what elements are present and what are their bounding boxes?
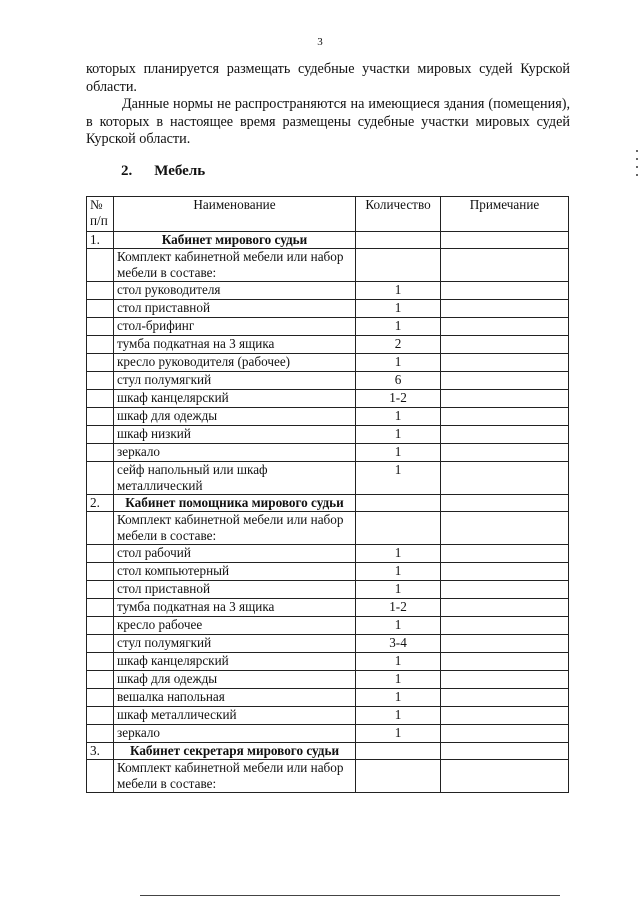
row-note <box>441 689 569 707</box>
row-note <box>441 760 569 793</box>
row-name: кресло руководителя (рабочее) <box>114 354 356 372</box>
cabinet-row <box>87 232 569 249</box>
row-note <box>441 390 569 408</box>
row-name: кресло рабочее <box>114 617 356 635</box>
table-row <box>87 617 569 635</box>
row-qty: 1 <box>356 444 441 462</box>
row-num <box>87 545 114 563</box>
row-note <box>441 495 569 512</box>
row-qty <box>356 495 441 512</box>
row-num <box>87 354 114 372</box>
row-num <box>87 249 114 282</box>
row-num <box>87 300 114 318</box>
table-row <box>87 689 569 707</box>
row-num <box>87 617 114 635</box>
row-name: шкаф для одежды <box>114 408 356 426</box>
row-qty: 1 <box>356 318 441 336</box>
paragraph-1: которых планируется размещать судебные участки мировых судей Курской области. <box>86 61 570 95</box>
header-name: Наименование <box>114 197 356 232</box>
row-note <box>441 336 569 354</box>
bottom-rule <box>140 895 560 896</box>
row-qty: 1 <box>356 671 441 689</box>
row-qty: 1 <box>356 462 441 495</box>
row-num <box>87 689 114 707</box>
row-num <box>87 707 114 725</box>
row-note <box>441 581 569 599</box>
row-note <box>441 300 569 318</box>
row-num <box>87 318 114 336</box>
header-note: Примечание <box>441 197 569 232</box>
row-name: стол рабочий <box>114 545 356 563</box>
row-name: тумба подкатная на 3 ящика <box>114 599 356 617</box>
table-row <box>87 390 569 408</box>
row-num: 1. <box>87 232 114 249</box>
row-note <box>441 232 569 249</box>
row-note <box>441 599 569 617</box>
table-row <box>87 354 569 372</box>
table-row <box>87 760 569 793</box>
header-qty: Количество <box>356 197 441 232</box>
row-name: стул полумягкий <box>114 635 356 653</box>
row-num <box>87 653 114 671</box>
row-qty <box>356 512 441 545</box>
table-row <box>87 408 569 426</box>
row-note <box>441 743 569 760</box>
row-name: Кабинет помощника мирового судьи <box>114 495 356 512</box>
section-heading <box>121 163 205 180</box>
row-num <box>87 282 114 300</box>
table-row <box>87 462 569 495</box>
row-note <box>441 444 569 462</box>
row-num: 3. <box>87 743 114 760</box>
row-qty: 1 <box>356 545 441 563</box>
row-qty <box>356 232 441 249</box>
row-name: Комплект кабинетной мебели или набор мебели в составе: <box>114 760 356 793</box>
row-num <box>87 390 114 408</box>
row-qty: 1 <box>356 707 441 725</box>
row-num <box>87 336 114 354</box>
row-name: вешалка напольная <box>114 689 356 707</box>
table-row <box>87 444 569 462</box>
row-name: зеркало <box>114 444 356 462</box>
table-header-row <box>87 197 569 232</box>
row-qty: 1 <box>356 725 441 743</box>
row-name: стул полумягкий <box>114 372 356 390</box>
row-note <box>441 671 569 689</box>
cabinet-row <box>87 495 569 512</box>
header-num: № п/п <box>87 197 114 232</box>
row-num <box>87 408 114 426</box>
row-name: Комплект кабинетной мебели или набор мебели в составе: <box>114 512 356 545</box>
row-qty: 1 <box>356 617 441 635</box>
row-num <box>87 725 114 743</box>
row-num <box>87 581 114 599</box>
row-name: шкаф канцелярский <box>114 653 356 671</box>
row-name: Кабинет мирового судьи <box>114 232 356 249</box>
table-row <box>87 653 569 671</box>
row-qty: 3-4 <box>356 635 441 653</box>
row-note <box>441 545 569 563</box>
row-qty: 6 <box>356 372 441 390</box>
row-note <box>441 635 569 653</box>
row-name: стол руководителя <box>114 282 356 300</box>
row-name: Кабинет секретаря мирового судьи <box>114 743 356 760</box>
row-note <box>441 282 569 300</box>
row-note <box>441 617 569 635</box>
row-name: стол приставной <box>114 581 356 599</box>
table-row <box>87 725 569 743</box>
row-name: стол компьютерный <box>114 563 356 581</box>
row-qty: 1 <box>356 354 441 372</box>
row-note <box>441 408 569 426</box>
row-qty: 1 <box>356 653 441 671</box>
row-qty <box>356 249 441 282</box>
row-num <box>87 599 114 617</box>
table-row <box>87 300 569 318</box>
table-row <box>87 671 569 689</box>
section-number: 2. <box>121 163 133 179</box>
row-qty: 1-2 <box>356 390 441 408</box>
row-qty: 1 <box>356 426 441 444</box>
row-note <box>441 372 569 390</box>
table-row <box>87 282 569 300</box>
row-qty: 1 <box>356 563 441 581</box>
paragraph-2-text: Данные нормы не распространяются на имеющиеся здания (помещения), в которых в настоящее время размещены судебные участки мировых судей Курской области. <box>86 96 570 147</box>
row-note <box>441 725 569 743</box>
table-row <box>87 635 569 653</box>
row-name: сейф напольный или шкаф металлический <box>114 462 356 495</box>
row-num <box>87 635 114 653</box>
row-name: стол-брифинг <box>114 318 356 336</box>
row-qty: 1-2 <box>356 599 441 617</box>
row-note <box>441 653 569 671</box>
row-num <box>87 563 114 581</box>
row-name: шкаф металлический <box>114 707 356 725</box>
row-num <box>87 760 114 793</box>
row-qty: 2 <box>356 336 441 354</box>
row-name: шкаф канцелярский <box>114 390 356 408</box>
cabinet-row <box>87 743 569 760</box>
row-name: зеркало <box>114 725 356 743</box>
table-row <box>87 372 569 390</box>
section-title: Мебель <box>154 163 206 179</box>
row-note <box>441 707 569 725</box>
row-num <box>87 671 114 689</box>
row-note <box>441 512 569 545</box>
row-qty: 1 <box>356 408 441 426</box>
row-note <box>441 462 569 495</box>
table-row <box>87 426 569 444</box>
table-row <box>87 249 569 282</box>
row-note <box>441 354 569 372</box>
table-row <box>87 707 569 725</box>
page-number: 3 <box>317 36 323 48</box>
table-row <box>87 599 569 617</box>
row-qty <box>356 760 441 793</box>
row-note <box>441 426 569 444</box>
row-name: шкаф низкий <box>114 426 356 444</box>
paragraph-2 <box>86 96 570 149</box>
row-name: тумба подкатная на 3 ящика <box>114 336 356 354</box>
table-row <box>87 581 569 599</box>
row-num <box>87 512 114 545</box>
row-qty <box>356 743 441 760</box>
row-note <box>441 563 569 581</box>
table-row <box>87 512 569 545</box>
row-name: Комплект кабинетной мебели или набор мебели в составе: <box>114 249 356 282</box>
row-name: шкаф для одежды <box>114 671 356 689</box>
row-qty: 1 <box>356 300 441 318</box>
row-num <box>87 444 114 462</box>
row-qty: 1 <box>356 689 441 707</box>
table-row <box>87 336 569 354</box>
row-note <box>441 318 569 336</box>
table-row <box>87 318 569 336</box>
row-num <box>87 372 114 390</box>
row-num <box>87 462 114 495</box>
row-qty: 1 <box>356 282 441 300</box>
row-name: стол приставной <box>114 300 356 318</box>
margin-marks <box>636 150 638 182</box>
row-note <box>441 249 569 282</box>
table-row <box>87 563 569 581</box>
row-num: 2. <box>87 495 114 512</box>
table-row <box>87 545 569 563</box>
furniture-table <box>86 196 569 793</box>
row-num <box>87 426 114 444</box>
row-qty: 1 <box>356 581 441 599</box>
